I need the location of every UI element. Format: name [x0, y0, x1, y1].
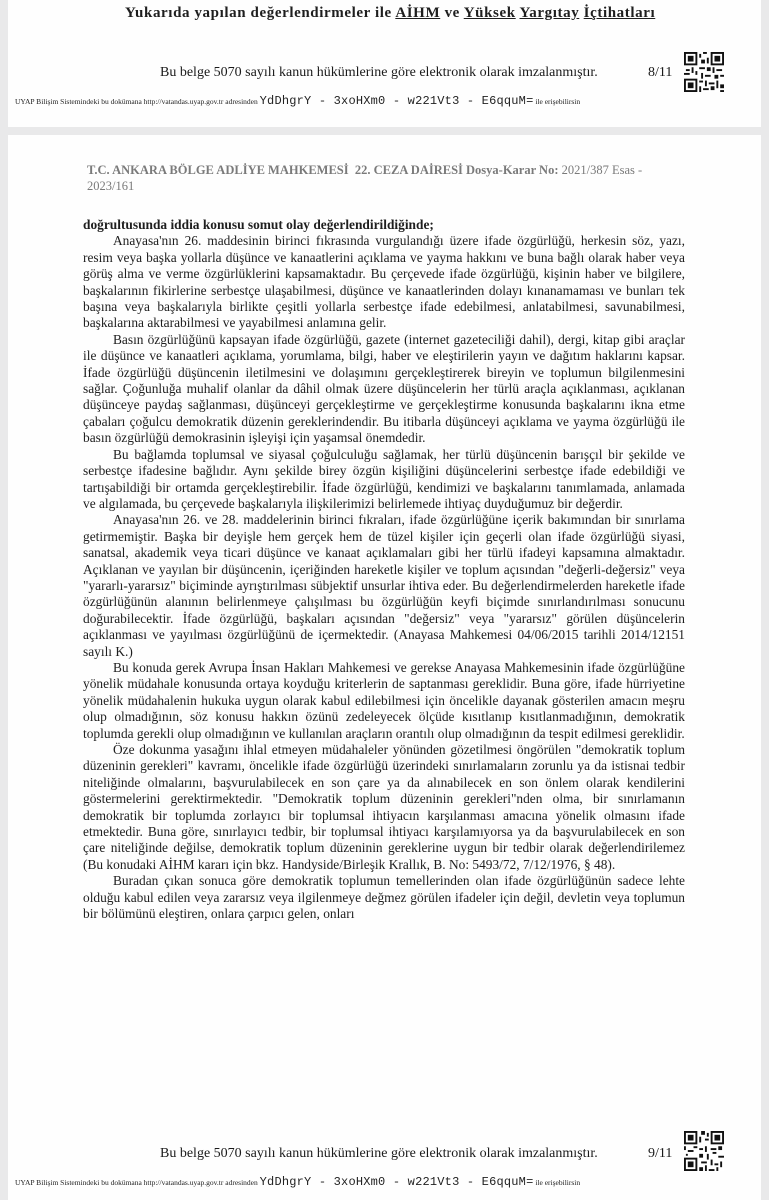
uyap-footer	[15, 1175, 580, 1189]
paragraph: Bu bağlamda toplumsal ve siyasal çoğulculuğu sağlamak, her türlü düşüncenin barışçıl bir şekilde ve serbestçe ifadesine bağlıdır. Aynı şekilde birey özgün kişiliğini düşüncelerini serbestçe ifade edebildiği ve tartışabildiği bir ortamda gerçekleştirebilir. İfade özgürlüğü, kendimizi ve başkalarını tanımlamada, anlamada ve algılamada, bu çerçevede başkalarıyla ilişkilerimizi belirlemede ihtiyaç duyduğumuz bir değerdir.	[83, 446, 685, 511]
continued-text-1: Yukarıda yapılan değerlendirmeler ile	[125, 5, 396, 21]
signature-note: Bu belge 5070 sayılı kanun hükümlerine göre elektronik olarak imzalanmıştır.	[160, 65, 598, 80]
footer-prefix: UYAP Bilişim Sistemindeki bu dokümana http://vatandas.uyap.gov.tr adresinden	[15, 97, 258, 106]
continued-text-2: ve	[440, 5, 464, 21]
case-number-value: 2021/387 Esas -	[561, 163, 643, 177]
document-body	[83, 217, 685, 922]
paragraph: Anayasa'nın 26. ve 28. maddelerinin birinci fıkraları, ifade özgürlüğüne içerik bakımından bir sınırlama getirmemiştir. Başka bir deyişle hem gerçek hem de tüzel kişiler için geçerli olan ifade özgürlüğü siyasi, sanatsal, akademik veya ticari düşünce ve kanaat açıklamaları gibi her türlü ifadeyi kapsamına almaktadır. Açıklanan ve yayılan bir düşüncenin, içeriğinden hareketle kişiler ve toplum açısından "değerli-değersiz" veya "yararlı-yararsız" biçiminde ayrıştırılması sübjektif unsurlar ihtiva eder. Bu değerlendirmelerden hareketle ifade özgürlüğünün alanının belirlenmeye çalışılması bu özgürlüğün keyfi biçimde sınırlandırılması sonucunu doğurabilecektir. İfade özgürlüğü, başkaları açısından "değersiz" veya "yararsız" görülen düşüncelerin açıklanması ve yayılması özgürlüğünü de içermektedir. (Anayasa Mahkemesi 04/06/2015 tarihli 2014/12151 sayılı K.)	[83, 512, 685, 659]
footer-suffix: ile erişebilirsin	[535, 1178, 581, 1187]
case-number-label: Dosya-Karar No:	[466, 163, 559, 177]
paragraph-intro: doğrultusunda iddia konusu somut olay değerlendirildiğinde;	[83, 217, 434, 232]
chamber-name: 22. CEZA DAİRESİ	[354, 163, 463, 177]
continued-sentence	[125, 5, 655, 22]
underlined-ictihatlari: İçtihatları	[583, 5, 656, 21]
footer-suffix: ile erişebilirsin	[535, 97, 581, 106]
paragraph: Basın özgürlüğünü kapsayan ifade özgürlüğü, gazete (internet gazeteciliği dahil), dergi, kitap gibi araçlar ile düşünce ve kanaatleri açıklama, yorumlama, bilgi, haber ve eleştirilerin yayın ve dağıtım haklarını kapsar. İfade özgürlüğü düşüncenin iletilmesini ve dolaşımını gerçekleştirerek bireyin ve toplumun bilgilenmesini sağlar. Çoğunluğa muhalif olanlar da dâhil olmak üzere düşüncelerin her türlü araçla açıklanması, açıklanan düşünceye paydaş sağlanması, düşünceyi gerçekleştirme ve gerçekleştirme konusunda başkalarını ikna etme çabaları çoğulcu demokratik düzenin gereklerindendir. Bu itibarla düşünceyi açıklama ve yayma özgürlüğü ile basın özgürlüğü demokrasinin işleyişi için yaşamsal önemdedir.	[83, 331, 685, 446]
paragraph: Bu konuda gerek Avrupa İnsan Hakları Mahkemesi ve gerekse Anayasa Mahkemesinin ifade özgürlüğüne yönelik müdahale konusunda ortaya koyduğu kriterlerin de saptanması gereklidir. Buna göre, ifade hürriyetine yönelik müdahalenin hukuka uygun olarak kabul edilebilmesi için öncelikle dayanak gösterilen amacın meşru olup olmadığının, söz konusu hakkın özünü zedeleyecek ölçüde kısıtlanıp kısıtlanmadığının, demokratik toplumda gerekli olup olmadığının ve kullanılan araçların orantılı olup olmadığının da tespit edilmesi gereklidir.	[83, 659, 685, 741]
underlined-aihm: AİHM	[395, 5, 441, 21]
underlined-yargitay: Yargıtay	[519, 5, 580, 21]
verification-code: YdDhgrY - 3xoHXm0 - w221Vt3 - E6qquM=	[259, 94, 534, 108]
previous-page-fragment	[8, 0, 761, 127]
paragraph: Anayasa'nın 26. maddesinin birinci fıkrasında vurgulandığı üzere ifade özgürlüğü, herkesin söz, yazı, resim veya başka yollarla düşünce ve kanaatlerini açıklama ve yayma hakkını ve buna bağlı olarak haber veya görüş alma ve verme özgürlüklerini kapsamaktadır. Bu çerçevede ifade özgürlüğü, kişinin haber ve bilgilere, başkalarının fikirlerine serbestçe ulaşabilmesi, düşünce ve kanaatlerinden dolayı kınanamaması ve bunları tek başına veya başkalarıyla birlikte çeşitli yollarla serbestçe ifade edebilmesi, anlatabilmesi, savunabilmesi, başkalarına aktarabilmesi ve yayabilmesi anlamına gelir.	[83, 233, 685, 331]
page-header	[87, 162, 677, 194]
uyap-footer	[15, 94, 580, 108]
document-page	[8, 135, 761, 1200]
page-number: 8/11	[648, 65, 673, 80]
qr-code-icon	[684, 52, 724, 92]
verification-code: YdDhgrY - 3xoHXm0 - w221Vt3 - E6qquM=	[259, 1175, 534, 1189]
qr-code-icon	[684, 1131, 724, 1171]
footer-prefix: UYAP Bilişim Sistemindeki bu dokümana http://vatandas.uyap.gov.tr adresinden	[15, 1178, 258, 1187]
underlined-yuksek: Yüksek	[463, 5, 516, 21]
case-number-value-2: 2023/161	[87, 179, 135, 193]
page-number: 9/11	[648, 1146, 673, 1161]
court-name: T.C. ANKARA BÖLGE ADLİYE MAHKEMESİ	[87, 163, 349, 177]
paragraph: Buradan çıkan sonuca göre demokratik toplumun temellerinden olan ifade özgürlüğünün sadece lehte olduğu kabul edilen veya zararsız veya ilgilenmeye değmez görülen ifadeler için değil, devletin veya toplumun bir bölümünü eleştiren, onlara çarpıcı gelen, onları	[83, 873, 685, 922]
paragraph: Öze dokunma yasağını ihlal etmeyen müdahaleler yönünden gözetilmesi öngörülen "demokratik toplum düzeninin gerekleri" kavramı, öncelikle ifade özgürlüğü üzerindeki sınırlamaların zorunlu ya da istisnai tedbir niteliğinde olmalarını, başvurulabilecek en son çare ya da alınabilecek en son önlem olarak kendilerini göstermelerini gerektirmektedir. "Demokratik toplum düzeninin gerekleri"nden olma, bir sınırlamanın demokratik bir toplumda zorlayıcı bir toplumsal ihtiyacın karşılanması amacına yönelik olmasını ifade etmektedir. Buna göre, sınırlayıcı tedbir, bir toplumsal ihtiyacı karşılamıyorsa ya da başvurulabilecek en son çare niteliğinde değilse, demokratik toplum düzeninin gereklerine uygun bir tedbir olarak değerlendirilemez (Bu konudaki AİHM kararı için bkz. Handyside/Birleşik Krallık, B. No: 5493/72, 7/12/1976, § 48).	[83, 742, 685, 872]
signature-note: Bu belge 5070 sayılı kanun hükümlerine göre elektronik olarak imzalanmıştır.	[160, 1146, 598, 1161]
